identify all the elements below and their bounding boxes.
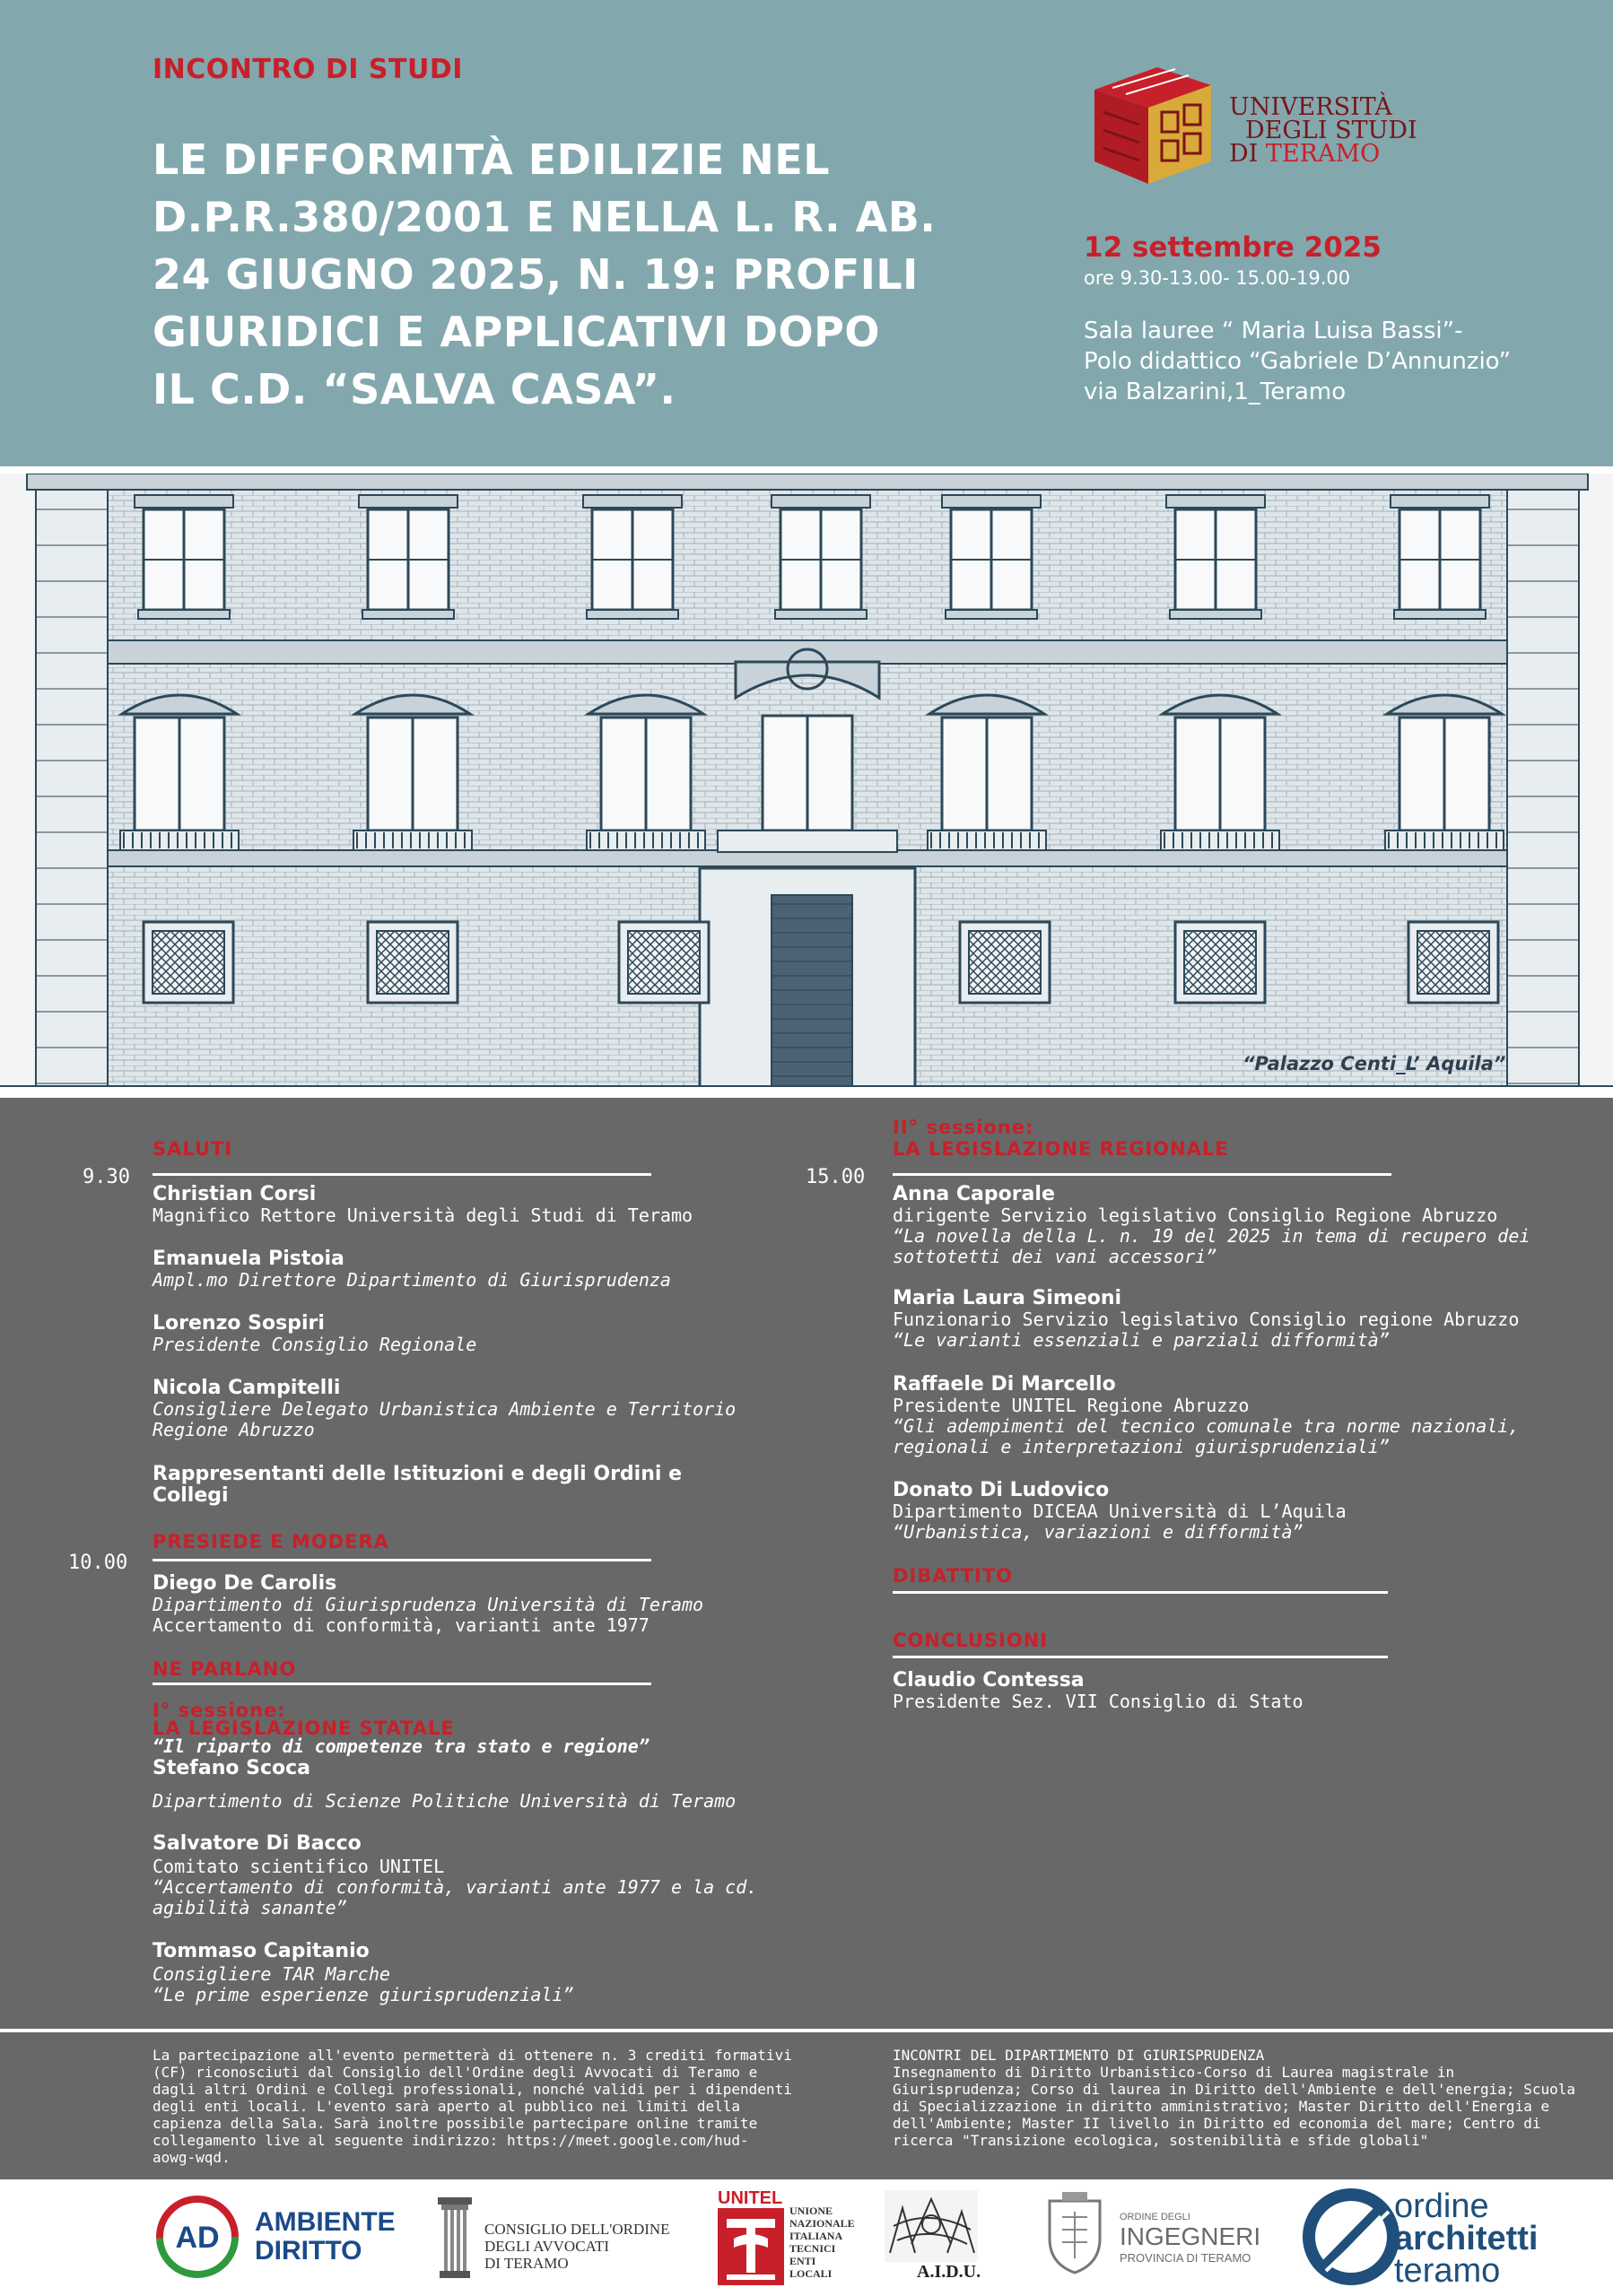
talk-topic: “Le prime esperienze giurisprudenziali” (153, 1984, 574, 2005)
divider (893, 1173, 1391, 1176)
speaker-role: Consigliere TAR Marche (153, 1963, 390, 1985)
title-line: 24 GIUGNO 2025, N. 19: PROFILI (153, 250, 919, 299)
section-saluti: SALUTI (153, 1138, 233, 1160)
speaker-role: Comitato scientifico UNITEL (153, 1856, 445, 1877)
talk-topic: “Urbanistica, variazioni e difformità” (893, 1521, 1303, 1543)
talk-topic: Accertamento di conformità, varianti ante 1977 (153, 1614, 650, 1636)
speaker-role: Dipartimento di Scienze Politiche Università di Teramo (153, 1790, 737, 1812)
speaker-name: Raffaele Di Marcello (893, 1373, 1116, 1396)
section-ne-parlano: NE PARLANO (153, 1658, 297, 1680)
speaker-role: Consigliere Delegato Urbanistica Ambiente e Territorio (153, 1398, 737, 1420)
architetti-circle-icon (1299, 2185, 1403, 2289)
speaker-role: Presidente UNITEL Regione Abruzzo (893, 1395, 1250, 1416)
talk-topic: “Accertamento di conformità, varianti ante 1977 e la cd. (153, 1876, 758, 1898)
talk-topic: sottotetti dei vani accessori” (893, 1246, 1217, 1267)
speaker-name: Christian Corsi (153, 1183, 317, 1205)
speaker-name: Collegi (153, 1484, 229, 1507)
session-topic: “Il riparto di competenze tra stato e regione” (153, 1735, 650, 1757)
ingegneri-crest-icon (1044, 2192, 1105, 2274)
speaker-role: Funzionario Servizio legislativo Consiglio regione Abruzzo (893, 1309, 1520, 1330)
unitel-mark-icon (718, 2208, 784, 2285)
footer-notes (0, 2029, 1613, 2179)
divider (893, 1591, 1388, 1594)
speaker-role: Ampl.mo Direttore Dipartimento di Giurisprudenza (153, 1269, 671, 1291)
session-title: I° sessione: (153, 1700, 286, 1721)
program-section (0, 1098, 1613, 2029)
credits-note: La partecipazione all'evento permetterà di ottenere n. 3 crediti formativi (CF) riconosciuti dal Consiglio dell'Ordine degli Avvocati di Teramo e dagli altri Ordini e Collegi professionali, nonché validi per i dipendenti degli enti locali. L'evento sarà aperto al pubblico nei limiti della capienza della Sala. Sarà inoltre possibile partecipare online tramite collegamento live al seguente indirizzo: https://meet.google.com/hud- aowg-wqd. (153, 2047, 792, 2166)
speaker-name: Emanuela Pistoia (153, 1248, 344, 1270)
ad-circle-icon (154, 2194, 240, 2280)
svg-text:AD: AD (175, 2221, 220, 2255)
palazzo-engraving-image (0, 474, 1613, 1087)
title-line: GIURIDICI E APPLICATIVI DOPO (153, 308, 880, 356)
speaker-name: Diego De Carolis (153, 1572, 337, 1595)
section-conclusioni: CONCLUSIONI (893, 1630, 1049, 1651)
section-dibattito: DIBATTITO (893, 1565, 1013, 1587)
divider (153, 1559, 651, 1561)
image-caption: “Palazzo Centi_L’ Aquila” (1242, 1053, 1506, 1074)
talk-topic: “La novella della L. n. 19 del 2025 in tema di recupero dei (893, 1225, 1530, 1247)
time-label: 10.00 (68, 1552, 128, 1574)
section-presiede: PRESIEDE E MODERA (153, 1531, 389, 1552)
title-line: LE DIFFORMITÀ EDILIZIE NEL (153, 135, 831, 184)
event-hours: ore 9.30-13.00- 15.00-19.00 (1084, 267, 1351, 289)
title-line: D.P.R.380/2001 E NELLA L. R. AB. (153, 193, 937, 241)
ordine-architetti-logo: ordine architetti teramo (1299, 2185, 1604, 2292)
aidu-logo: A.I.D.U. (885, 2190, 983, 2289)
university-logo (1077, 58, 1462, 193)
speaker-name: Salvatore Di Bacco (153, 1832, 362, 1855)
speaker-role: Dipartimento DICEAA Università di L’Aquila (893, 1500, 1347, 1522)
session-title: II° sessione: (893, 1117, 1034, 1138)
partner-logos (0, 2179, 1613, 2296)
talk-topic: agibilità sanante” (153, 1897, 347, 1918)
speaker-name: Claudio Contessa (893, 1669, 1085, 1692)
speaker-name: Nicola Campitelli (153, 1377, 341, 1399)
speaker-role: Presidente Sez. VII Consiglio di Stato (893, 1691, 1303, 1712)
talk-topic: “Gli adempimenti del tecnico comunale tra norme nazionali, (893, 1415, 1520, 1437)
divider (893, 1656, 1388, 1658)
unitel-logo: UNITEL UNIONE NAZIONALE ITALIANA TECNICI ENTI LOCALI (718, 2188, 852, 2287)
palazzo-illustration (0, 474, 1613, 1087)
time-label: 15.00 (806, 1166, 866, 1188)
divider (153, 1173, 651, 1176)
session-subtitle: LA LEGISLAZIONE REGIONALE (893, 1138, 1229, 1160)
ordine-ingegneri-logo: ORDINE DEGLI INGEGNERI PROVINCIA DI TERAMO (1044, 2192, 1269, 2282)
session-subtitle: LA LEGISLAZIONE STATALE (153, 1718, 455, 1739)
ambiente-diritto-logo: AD AMBIENTE DIRITTO (154, 2192, 423, 2282)
department-note: INCONTRI DEL DIPARTIMENTO DI GIURISPRUDENZA Insegnamento di Diritto Urbanistico-Corso di Laurea magistrale in Giurisprudenza; Corso di laurea in Diritto dell'Ambiente e dell'energia; Scuola di Specializzazione in diritto amministrativo; Master Diritto dell'Energia e dell'Ambiente; Master II livello in Diritto ed economia del mare; Centro di ricerca "Transizione ecologica, sostenibilità e sfide globali" (893, 2047, 1575, 2149)
talk-topic: “Le varianti essenziali e parziali difformità” (893, 1329, 1390, 1351)
header-banner (0, 0, 1613, 466)
university-name: UNIVERSITÀ DEGLI STUDI DI TERAMO (1229, 93, 1417, 168)
talk-topic: regionali e interpretazioni giurisprudenziali” (893, 1436, 1390, 1457)
event-venue: Sala lauree “ Maria Luisa Bassi”- Polo didattico “Gabriele D’Annunzio” via Balzarini,1_Teramo (1084, 317, 1512, 405)
event-kicker: INCONTRO DI STUDI (153, 54, 463, 85)
speaker-name: Maria Laura Simeoni (893, 1287, 1122, 1309)
speaker-name: Rappresentanti delle Istituzioni e degli Ordini e (153, 1463, 683, 1485)
ordine-avvocati-logo: CONSIGLIO DELL'ORDINE DEGLI AVVOCATI DI TERAMO (434, 2194, 703, 2283)
speaker-role: Dipartimento di Giurisprudenza Università di Teramo (153, 1594, 704, 1615)
event-title (153, 131, 978, 418)
speaker-role: Presidente Consiglio Regionale (153, 1334, 477, 1355)
title-line: IL C.D. “SALVA CASA”. (153, 365, 676, 413)
speaker-role: dirigente Servizio legislativo Consiglio Regione Abruzzo (893, 1205, 1498, 1226)
aidu-engraving-icon (885, 2190, 978, 2262)
time-label: 9.30 (83, 1166, 130, 1188)
speaker-name: Lorenzo Sospiri (153, 1312, 325, 1335)
speaker-role: Regione Abruzzo (153, 1419, 315, 1440)
column-icon (434, 2194, 475, 2280)
meet-link-text: collegamento live al seguente indirizzo: https://meet.google.com/hud- (153, 2132, 749, 2149)
speaker-name: Anna Caporale (893, 1183, 1055, 1205)
speaker-role: Magnifico Rettore Università degli Studi di Teramo (153, 1205, 693, 1226)
divider (153, 1683, 651, 1685)
event-date: 12 settembre 2025 (1084, 231, 1382, 264)
speaker-name: Tommaso Capitanio (153, 1940, 370, 1962)
speaker-name: Donato Di Ludovico (893, 1479, 1110, 1501)
speaker-name: Stefano Scoca (153, 1757, 311, 1779)
university-cube-icon (1077, 58, 1220, 193)
